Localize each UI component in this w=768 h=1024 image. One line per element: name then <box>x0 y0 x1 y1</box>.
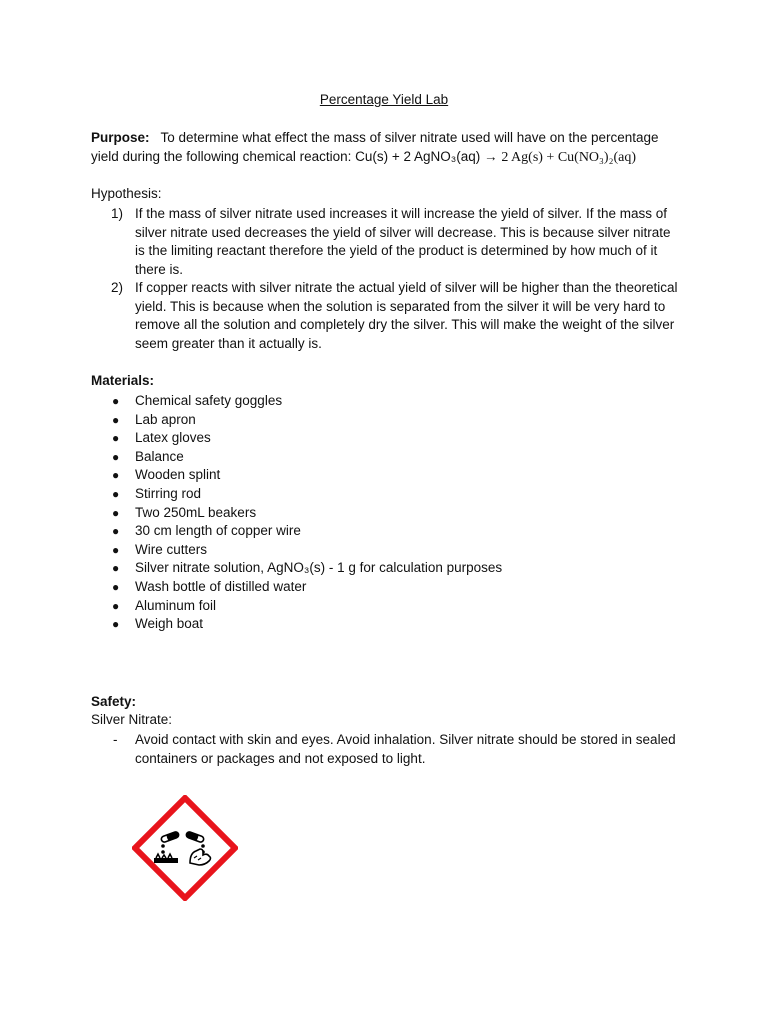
safety-heading: Safety: <box>91 694 137 709</box>
list-item <box>91 504 681 523</box>
list-item <box>91 522 681 541</box>
list-number: 2) <box>111 280 124 295</box>
purpose-equation-tail: 2 Ag(s) + Cu(NO₃)₂(aq) <box>501 149 637 165</box>
material-text: Stirring rod <box>135 485 202 501</box>
corrosive-pictogram-icon <box>132 795 238 901</box>
list-item <box>91 466 681 485</box>
list-item <box>91 541 681 560</box>
material-text: Lab apron <box>135 411 196 427</box>
list-item <box>91 205 681 279</box>
bullet-icon: ● <box>112 617 120 632</box>
list-item <box>91 411 681 430</box>
bullet-icon: ● <box>112 412 120 427</box>
list-item <box>91 279 681 353</box>
bullet-icon: ● <box>112 486 120 501</box>
list-number: 1) <box>111 206 124 221</box>
bullet-icon: ● <box>112 449 120 464</box>
material-text: Latex gloves <box>135 430 211 446</box>
material-text: Wash bottle of distilled water <box>135 578 307 594</box>
safety-list-item <box>91 731 681 768</box>
list-item <box>91 559 681 578</box>
bullet-icon: ● <box>112 468 120 483</box>
materials-heading: Materials: <box>91 373 155 388</box>
material-text: Weigh boat <box>135 616 204 632</box>
bullet-icon: ● <box>112 431 120 446</box>
bullet-icon: ● <box>112 579 120 594</box>
list-item <box>91 392 681 411</box>
hypothesis-text: If copper reacts with silver nitrate the actual yield of silver will be higher than the theoretical yield. This is because when the solution is separated from the silver it will be very hard to remove all the solution and completely dry the silver. This will make the weight of the silver seem greater than it actually is. <box>135 280 678 351</box>
purpose-text: To determine what effect the mass of silver nitrate used will have on the percentage yield during the following chemical reaction: Cu(s) + 2 AgNO₃(aq) → <box>91 130 659 164</box>
materials-list <box>91 392 681 634</box>
list-item <box>91 615 681 634</box>
bullet-icon: ● <box>112 542 120 557</box>
material-text: Aluminum foil <box>135 597 217 613</box>
bullet-icon: ● <box>112 505 120 520</box>
dash-bullet: - <box>113 732 118 747</box>
material-text: Chemical safety goggles <box>135 393 283 408</box>
material-text: Silver nitrate solution, AgNO₃(s) - 1 g for calculation purposes <box>135 560 503 576</box>
list-item <box>91 578 681 597</box>
list-item <box>91 597 681 616</box>
material-text: Wire cutters <box>135 541 208 557</box>
purpose-label: Purpose: <box>91 130 150 145</box>
bullet-icon: ● <box>112 561 120 576</box>
silver-nitrate-subheading: Silver Nitrate: <box>91 712 173 727</box>
material-text: Two 250mL beakers <box>135 504 257 520</box>
material-text: Wooden splint <box>135 467 221 483</box>
page-title: Percentage Yield Lab <box>319 92 449 107</box>
material-text: Balance <box>135 448 184 464</box>
bullet-icon: ● <box>112 394 120 408</box>
bullet-icon: ● <box>112 524 120 539</box>
material-text: 30 cm length of copper wire <box>135 523 301 539</box>
hypothesis-heading: Hypothesis: <box>91 186 162 201</box>
list-item <box>91 448 681 467</box>
purpose-paragraph <box>91 129 681 167</box>
hypothesis-list <box>91 205 681 353</box>
list-item <box>91 485 681 504</box>
list-item <box>91 429 681 448</box>
hypothesis-text: If the mass of silver nitrate used increases it will increase the yield of silver. If the mass of silver nitrate used decreases the yield of silver will decrease. This is because silver nitrate is the limiting reactant therefore the yield of the product is determined by how much of it there is. <box>135 206 671 277</box>
bullet-icon: ● <box>112 598 120 613</box>
safety-text: Avoid contact with skin and eyes. Avoid inhalation. Silver nitrate should be stored in sealed containers or packages and not exposed to light. <box>135 732 676 766</box>
